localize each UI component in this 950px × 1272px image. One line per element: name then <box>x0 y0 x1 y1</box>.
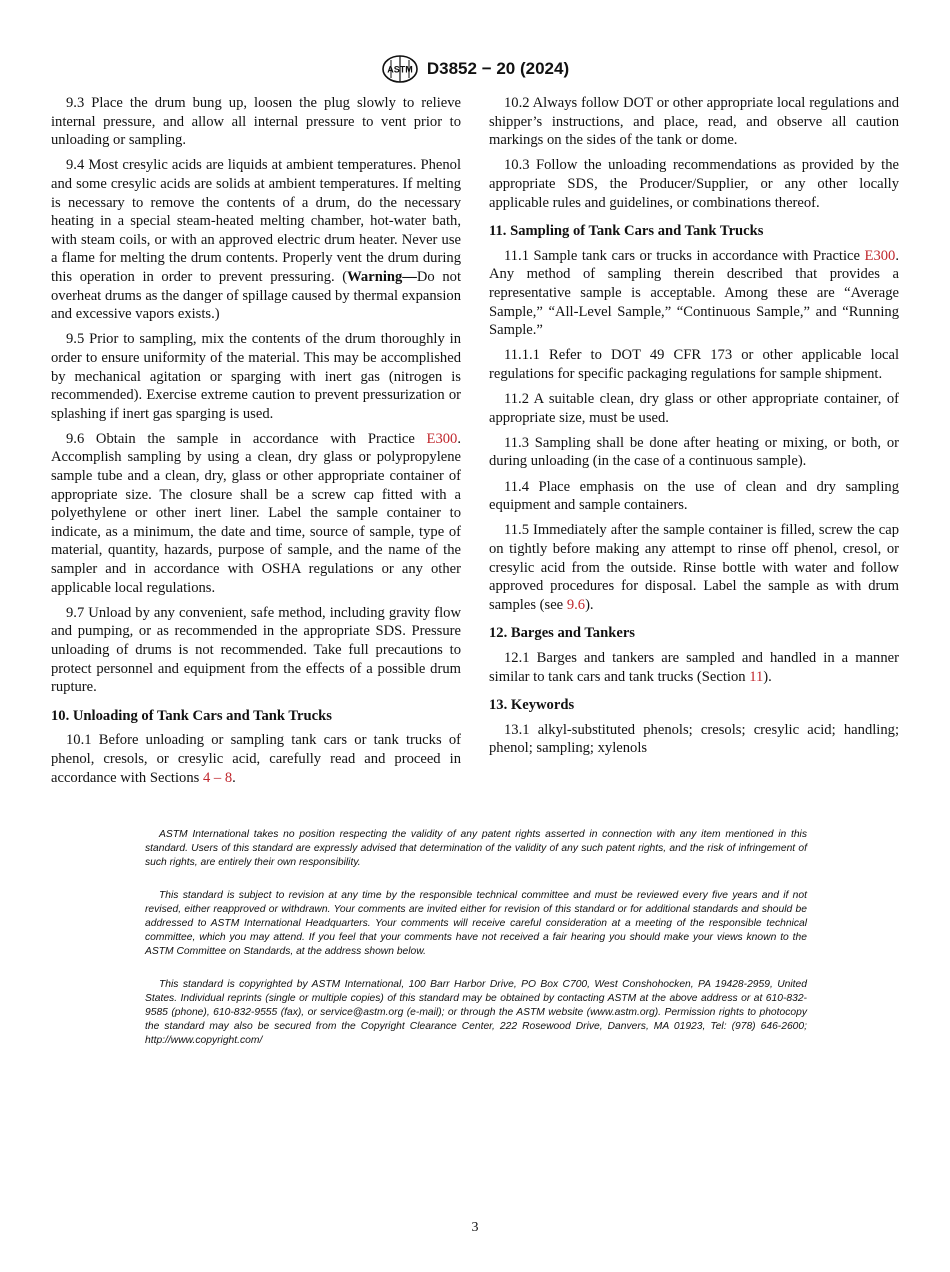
left-column <box>51 94 461 794</box>
paragraph-9-7: 9.7 Unload by any convenient, safe method, including gravity flow and pumping, or as recommended in the appropriate SDS. Pressure unloading of drums is not recommended. Take full precautions to protect personnel and equipment from the effects of a possible drum rupture. <box>51 604 461 696</box>
section-heading-13: 13. Keywords <box>489 697 575 714</box>
paragraph-9-5: 9.5 Prior to sampling, mix the contents of the drum thoroughly in order to ensure uniformity of the material. This may be accomplished by mechanical agitation or sparging with inert gas (nitrogen is recommended). Exercise extreme caution to prevent pressurization or splashing if inert gas sparging is used. <box>51 331 461 422</box>
link-e300-2[interactable]: E300 <box>864 247 896 264</box>
paragraph-9-3: 9.3 Place the drum bung up, loosen the plug slowly to relieve internal pressure, and allow all internal pressure to vent prior to unloading or sampling. <box>51 95 461 149</box>
legal-notices <box>145 828 807 1067</box>
page-number: 3 <box>471 1220 479 1235</box>
patent-notice: ASTM International takes no position respecting the validity of any patent rights asserted in connection with any item mentioned in this standard. Users of this standard are expressly advised that determination of the validity of any such patent rights, and the risk of infringement of such rights, are entirely their own responsibility. <box>145 829 807 868</box>
paragraph-11-1: 11.1 Sample tank cars or trucks in accordance with Practice E300. Any method of sampling therein described that provides a representative sample is acceptable. Among these are “Average Sample,” “All-Level Sample,” “Continuous Sample,” and “Running Sample.” <box>489 247 899 339</box>
warning-label: Warning— <box>347 268 417 285</box>
link-sections-4-8[interactable]: 4 – 8 <box>202 769 233 786</box>
copyright-notice: This standard is copyrighted by ASTM International, 100 Barr Harbor Drive, PO Box C700, West Conshohocken, PA 19428-2959, United States. Individual reprints (single or multiple copies) of this standard may be obtained by contacting ASTM at the above address or at 610-832-9585 (phone), 610-832-9555 (fax), or service@astm.org (e-mail); or through the ASTM website (www.astm.org). Permission rights to photocopy the standard may also be secured from the Copyright Clearance Center, 222 Rosewood Drive, Danvers, MA 01923, Tel: (978) 646-2600; http://www.copyright.com/ <box>145 979 807 1046</box>
section-heading-12: 12. Barges and Tankers <box>489 625 635 642</box>
svg-text:ASTM: ASTM <box>387 64 413 75</box>
paragraph-10-3: 10.3 Follow the unloading recommendations as provided by the appropriate SDS, the Producer/Supplier, or any other locally applicable rules and guidelines, or combinations thereof. <box>489 157 899 211</box>
standard-designation: D3852 − 20 (2024) <box>426 59 570 78</box>
paragraph-11-3: 11.3 Sampling shall be done after heating or mixing, or both, or during unloading (in the case of a continuous sample). <box>489 434 899 470</box>
paragraph-11-4: 11.4 Place emphasis on the use of clean and dry sampling equipment and sample containers. <box>489 478 899 514</box>
paragraph-10-2: 10.2 Always follow DOT or other appropriate local regulations and shipper’s instructions, and place, read, and observe all caution markings on the sides of the tank or dome. <box>489 95 899 149</box>
paragraph-10-1: 10.1 Before unloading or sampling tank cars or tank trucks of phenol, cresols, or cresylic acid, carefully read and proceed in accordance with Sections 4 – 8. <box>51 732 461 786</box>
paragraph-13-1: 13.1 alkyl-substituted phenols; cresols; cresylic acid; handling; phenol; sampling; xylenols <box>489 721 899 757</box>
right-column <box>489 94 899 765</box>
section-heading-10: 10. Unloading of Tank Cars and Tank Trucks <box>51 707 332 724</box>
paragraph-9-4: 9.4 Most cresylic acids are liquids at ambient temperatures. Phenol and some cresylic acids are solids at ambient temperatures. If melting is necessary to remove the contents of a drum, do the necessary heating in a special steam-heated melting chamber, hot-water bath, with steam coils, or with an approved electric drum heater. Never use a flame for melting the drum contents. Properly vent the drum during this operation in order to prevent pressuring. (Warning—Do not overheat drums as the danger of spillage caused by thermal expansion and excessive vapors exists.) <box>51 157 461 323</box>
paragraph-11-5: 11.5 Immediately after the sample container is filled, screw the cap on tightly before making any attempt to rinse off phenol, cresol, or cresylic acid from the outside. Rinse bottle with water and follow approved procedures for disposal. Label the sample as with drum samples (see 9.6). <box>489 522 899 613</box>
link-9-6[interactable]: 9.6 <box>566 596 586 613</box>
section-heading-11: 11. Sampling of Tank Cars and Tank Trucks <box>489 223 764 240</box>
astm-logo-icon <box>381 54 419 84</box>
revision-notice: This standard is subject to revision at any time by the responsible technical committee and must be reviewed every five years and if not revised, either reapproved or withdrawn. Your comments are invited either for revision of this standard or for additional standards and should be addressed to ASTM International Headquarters. Your comments will receive careful consideration at a meeting of the responsible technical committee, which you may attend. If you feel that your comments have not received a fair hearing you should make your views known to the ASTM Committee on Standards, at the address shown below. <box>145 890 807 957</box>
paragraph-9-6: 9.6 Obtain the sample in accordance with Practice E300. Accomplish sampling by using a clean, dry glass or polypropylene sample tube and a clean, dry, glass or other appropriate container of appropriate size. The closure shall be a screw cap fitted with a polyethylene or other inert liner. Label the sample container to indicate, as a minimum, the date and time, source of sample, type of material, quantity, hazards, purpose of sample, and the name of the sampler and in accordance with OSHA regulations or any other applicable local regulations. <box>51 430 461 596</box>
paragraph-11-1-1: 11.1.1 Refer to DOT 49 CFR 173 or other applicable local regulations for specific packaging regulations for sample shipment. <box>489 347 899 382</box>
page-header <box>0 54 950 84</box>
paragraph-11-2: 11.2 A suitable clean, dry glass or other appropriate container, of appropriate size, must be used. <box>489 391 899 426</box>
link-e300[interactable]: E300 <box>426 430 458 447</box>
link-section-11[interactable]: 11 <box>749 668 764 685</box>
paragraph-12-1: 12.1 Barges and tankers are sampled and handled in a manner similar to tank cars and tank trucks (Section 11). <box>489 650 899 685</box>
